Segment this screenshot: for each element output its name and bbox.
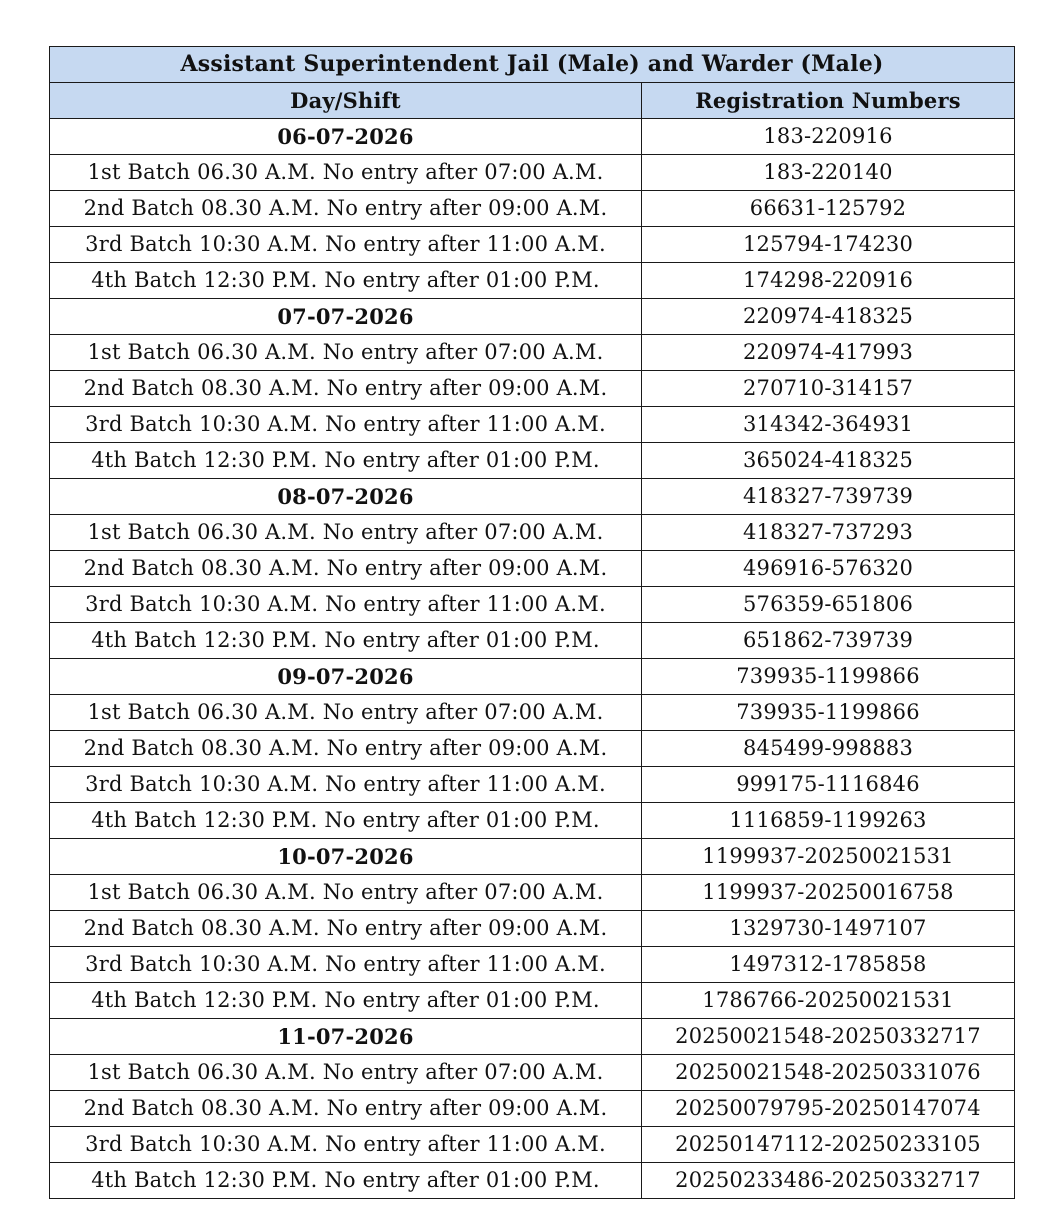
batch-range-cell: 418327-737293 <box>642 515 1015 551</box>
batch-row <box>50 731 1015 767</box>
batch-shift-cell: 4th Batch 12:30 P.M. No entry after 01:00 P.M. <box>50 803 642 839</box>
batch-shift-cell: 4th Batch 12:30 P.M. No entry after 01:00 P.M. <box>50 443 642 479</box>
batch-row <box>50 515 1015 551</box>
date-cell: 07-07-2026 <box>50 299 642 335</box>
batch-range-cell: 1786766-20250021531 <box>642 983 1015 1019</box>
batch-shift-cell: 2nd Batch 08.30 A.M. No entry after 09:00 A.M. <box>50 731 642 767</box>
date-range-cell: 1199937-20250021531 <box>642 839 1015 875</box>
batch-row <box>50 335 1015 371</box>
batch-shift-cell: 2nd Batch 08.30 A.M. No entry after 09:00 A.M. <box>50 551 642 587</box>
batch-range-cell: 739935-1199866 <box>642 695 1015 731</box>
date-row <box>50 299 1015 335</box>
batch-row <box>50 263 1015 299</box>
batch-shift-cell: 3rd Batch 10:30 A.M. No entry after 11:00 A.M. <box>50 407 642 443</box>
batch-shift-cell: 2nd Batch 08.30 A.M. No entry after 09:00 A.M. <box>50 1091 642 1127</box>
batch-row <box>50 407 1015 443</box>
batch-shift-cell: 3rd Batch 10:30 A.M. No entry after 11:00 A.M. <box>50 587 642 623</box>
date-range-cell: 418327-739739 <box>642 479 1015 515</box>
batch-shift-cell: 4th Batch 12:30 P.M. No entry after 01:00 P.M. <box>50 623 642 659</box>
batch-shift-cell: 2nd Batch 08.30 A.M. No entry after 09:00 A.M. <box>50 371 642 407</box>
date-cell: 11-07-2026 <box>50 1019 642 1055</box>
batch-range-cell: 576359-651806 <box>642 587 1015 623</box>
batch-row <box>50 875 1015 911</box>
batch-row <box>50 767 1015 803</box>
batch-row <box>50 983 1015 1019</box>
batch-row <box>50 371 1015 407</box>
date-cell: 10-07-2026 <box>50 839 642 875</box>
batch-range-cell: 314342-364931 <box>642 407 1015 443</box>
column-header-day-shift: Day/Shift <box>50 83 642 119</box>
date-row <box>50 839 1015 875</box>
batch-range-cell: 1116859-1199263 <box>642 803 1015 839</box>
date-range-cell: 220974-418325 <box>642 299 1015 335</box>
date-range-cell: 20250021548-20250332717 <box>642 1019 1015 1055</box>
batch-shift-cell: 2nd Batch 08.30 A.M. No entry after 09:00 A.M. <box>50 191 642 227</box>
batch-row <box>50 1091 1015 1127</box>
batch-range-cell: 496916-576320 <box>642 551 1015 587</box>
batch-shift-cell: 1st Batch 06.30 A.M. No entry after 07:00 A.M. <box>50 875 642 911</box>
batch-range-cell: 220974-417993 <box>642 335 1015 371</box>
date-row <box>50 659 1015 695</box>
batch-row <box>50 155 1015 191</box>
batch-shift-cell: 4th Batch 12:30 P.M. No entry after 01:00 P.M. <box>50 263 642 299</box>
batch-row <box>50 1055 1015 1091</box>
batch-row <box>50 551 1015 587</box>
batch-range-cell: 125794-174230 <box>642 227 1015 263</box>
batch-shift-cell: 1st Batch 06.30 A.M. No entry after 07:00 A.M. <box>50 1055 642 1091</box>
batch-shift-cell: 4th Batch 12:30 P.M. No entry after 01:00 P.M. <box>50 1163 642 1199</box>
batch-row <box>50 191 1015 227</box>
batch-range-cell: 1199937-20250016758 <box>642 875 1015 911</box>
date-row <box>50 119 1015 155</box>
table-header-row <box>50 83 1015 119</box>
batch-range-cell: 365024-418325 <box>642 443 1015 479</box>
date-cell: 09-07-2026 <box>50 659 642 695</box>
batch-row <box>50 587 1015 623</box>
table-title: Assistant Superintendent Jail (Male) and Warder (Male) <box>50 47 1015 83</box>
batch-row <box>50 623 1015 659</box>
batch-range-cell: 66631-125792 <box>642 191 1015 227</box>
batch-row <box>50 1127 1015 1163</box>
date-row <box>50 1019 1015 1055</box>
date-cell: 08-07-2026 <box>50 479 642 515</box>
batch-row <box>50 803 1015 839</box>
batch-shift-cell: 1st Batch 06.30 A.M. No entry after 07:00 A.M. <box>50 695 642 731</box>
column-header-registration-numbers: Registration Numbers <box>642 83 1015 119</box>
date-range-cell: 739935-1199866 <box>642 659 1015 695</box>
batch-range-cell: 1329730-1497107 <box>642 911 1015 947</box>
batch-shift-cell: 4th Batch 12:30 P.M. No entry after 01:00 P.M. <box>50 983 642 1019</box>
batch-range-cell: 20250021548-20250331076 <box>642 1055 1015 1091</box>
batch-row <box>50 1163 1015 1199</box>
table-body <box>50 119 1015 1199</box>
batch-shift-cell: 2nd Batch 08.30 A.M. No entry after 09:00 A.M. <box>50 911 642 947</box>
exam-schedule-table <box>49 46 1015 1199</box>
batch-shift-cell: 3rd Batch 10:30 A.M. No entry after 11:00 A.M. <box>50 767 642 803</box>
batch-range-cell: 183-220140 <box>642 155 1015 191</box>
batch-range-cell: 999175-1116846 <box>642 767 1015 803</box>
date-range-cell: 183-220916 <box>642 119 1015 155</box>
date-row <box>50 479 1015 515</box>
batch-range-cell: 270710-314157 <box>642 371 1015 407</box>
batch-row <box>50 947 1015 983</box>
batch-shift-cell: 3rd Batch 10:30 A.M. No entry after 11:00 A.M. <box>50 947 642 983</box>
batch-row <box>50 443 1015 479</box>
batch-shift-cell: 1st Batch 06.30 A.M. No entry after 07:00 A.M. <box>50 515 642 551</box>
batch-range-cell: 20250233486-20250332717 <box>642 1163 1015 1199</box>
table-title-row <box>50 47 1015 83</box>
batch-range-cell: 174298-220916 <box>642 263 1015 299</box>
batch-shift-cell: 1st Batch 06.30 A.M. No entry after 07:00 A.M. <box>50 335 642 371</box>
batch-range-cell: 1497312-1785858 <box>642 947 1015 983</box>
batch-range-cell: 845499-998883 <box>642 731 1015 767</box>
batch-shift-cell: 3rd Batch 10:30 A.M. No entry after 11:00 A.M. <box>50 227 642 263</box>
batch-row <box>50 695 1015 731</box>
batch-range-cell: 20250079795-20250147074 <box>642 1091 1015 1127</box>
date-cell: 06-07-2026 <box>50 119 642 155</box>
batch-range-cell: 20250147112-20250233105 <box>642 1127 1015 1163</box>
batch-range-cell: 651862-739739 <box>642 623 1015 659</box>
batch-row <box>50 911 1015 947</box>
batch-row <box>50 227 1015 263</box>
batch-shift-cell: 3rd Batch 10:30 A.M. No entry after 11:00 A.M. <box>50 1127 642 1163</box>
batch-shift-cell: 1st Batch 06.30 A.M. No entry after 07:00 A.M. <box>50 155 642 191</box>
